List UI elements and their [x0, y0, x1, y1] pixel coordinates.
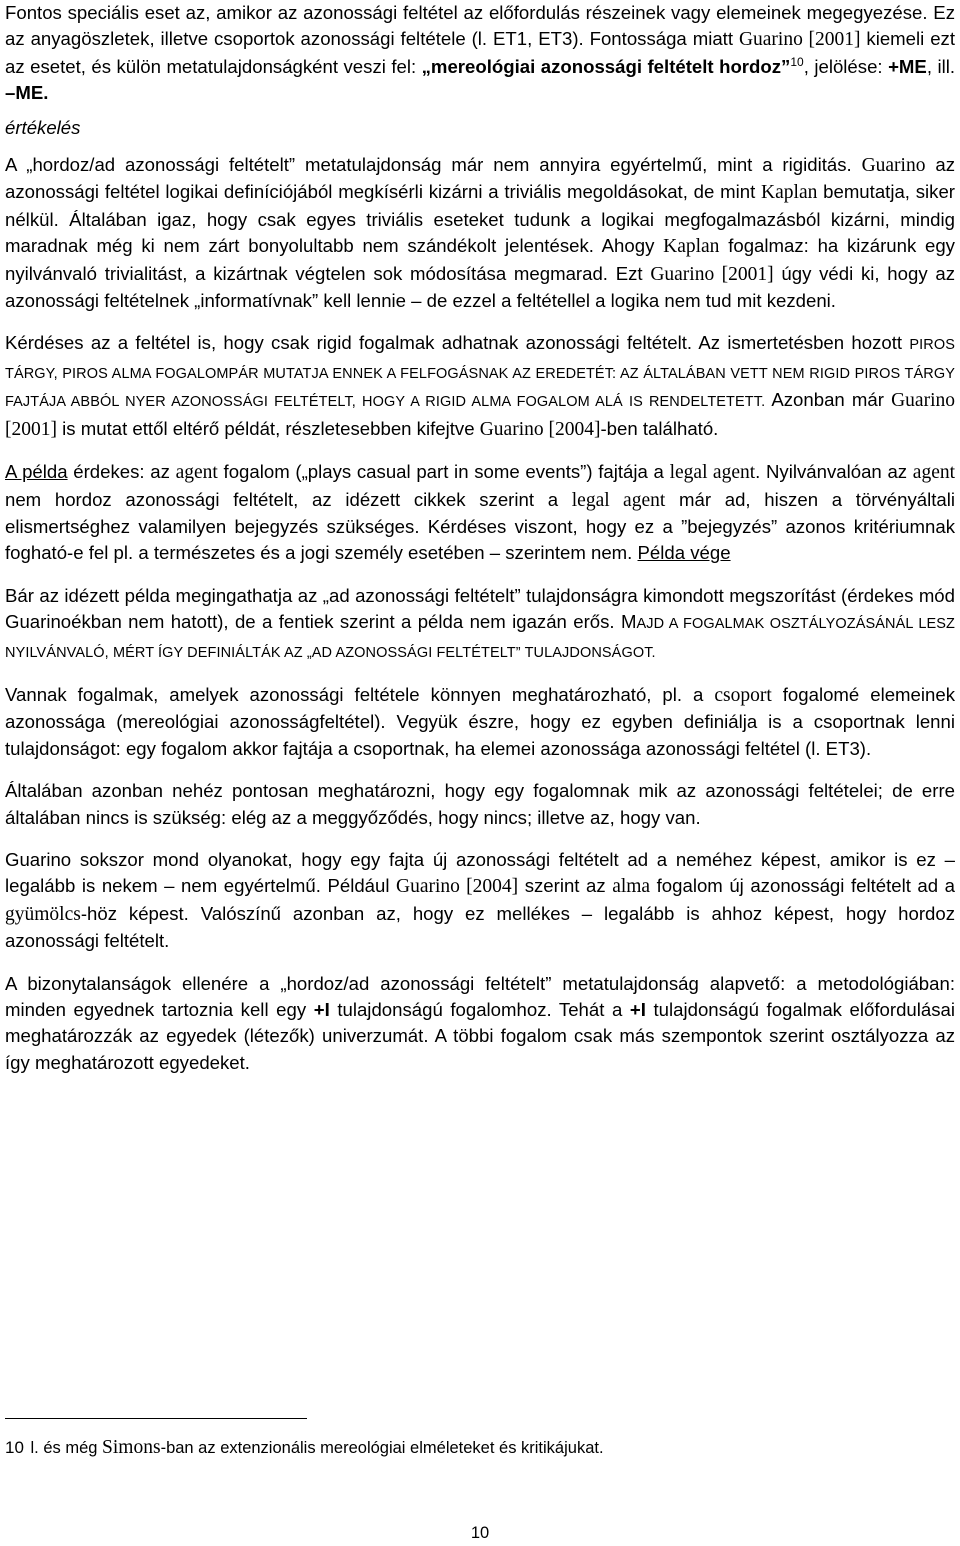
footnote-separator [5, 1418, 307, 1419]
citation-simons: Simons [102, 1437, 161, 1458]
small-caps-passage: PIROS TÁRGY, PIROS ALMA FOGALOMPÁR MUTATJA ENNEK A FELFOGÁSNAK AZ EREDETÉT: AZ ÁLTALÁBAN VETT NEM RIGID PIROS TÁRGY FAJTÁJA ABBÓL NYER AZONOSSÁGI FELTÉTELT, HOGY A RIGID ALMA FOGALOM ALÁ IS RENDELTETETT. [5, 337, 955, 411]
paragraph-example-critique: Bár az idézett példa megingathatja az „ad azonossági feltételt” tulajdonságra kimondott megszorítást (érdekes mód Guarinoékban nem hatott), de a fentiek szerint a példa nem igazán erős. MAJD A FOGALMAK OSZTÁLYOZÁSÁNÁL LESZ NYILVÁNVALÓ, MÉRT ÍGY DEFINIÁLTÁK AZ „AD AZONOSSÁGI FELTÉTELT” TULAJDONSÁGOT. [5, 584, 956, 661]
example-start-label: A példa [5, 461, 68, 483]
footnote-ref: 10 [790, 54, 804, 69]
citation-kaplan: Kaplan [663, 236, 720, 258]
concept-gyumolcs: gyümölcs [5, 903, 81, 925]
notation-minus-me: –ME. [5, 82, 49, 104]
concept-alma: alma [612, 876, 651, 898]
citation-guarino-2001: Guarino [2001] [650, 263, 774, 285]
citation-guarino-2004: Guarino [2004] [479, 418, 601, 440]
citation-guarino-2001: Guarino [2001] [5, 390, 955, 440]
concept-legal-agent: legal agent [669, 462, 756, 484]
citation-guarino-2001: Guarino [2001] [738, 29, 861, 51]
paragraph-example: A példa érdekes: az agent fogalom („plays casual part in some events”) fajtája a legal agent. Nyilvánvalóan az agent nem hordoz azonossági feltételt, az idézett cikkek szerint a legal agent már ad, hiszen a törvényáltali elismertséghez valamilyen bejegyzés szükséges. Kérdéses viszont, hogy ez a ”bejegyzés” azonos kritériumnak fogható-e fel pl. a természetes és a jogi személy esetében – szerintem nem. Példa vége [5, 461, 956, 564]
concept-csoport: csoport [714, 684, 772, 706]
paragraph-general-difficulty: Általában azonban nehéz pontosan meghatározni, hogy egy fogalomnak mik az azonossági feltételei; de erre általában nincs is szükség: elég az a meggyőződés, hogy nincs; illetve az, hogy van. [5, 780, 955, 828]
concept-agent: agent [912, 462, 956, 484]
citation-kaplan: Kaplan [761, 182, 818, 204]
paragraph-evaluation: A „hordoz/ad azonossági feltételt” metatulajdonság már nem annyira egyértelmű, mint a rigiditás. Guarino az azonossági feltétel logikai definíciójából megkísérli kizárni a triviális megoldásokat, de mint Kaplan bemutatja, siker nélkül. Általában igaz, hogy csak egyes triviális eseteket tudunk a logikai megfogalmazásból kizárni, mindig maradnak még ki nem zárt bonyolultabb nem szándékolt jelentések. Ahogy Kaplan fogalmaz: ha kizárunk egy nyilvánvaló trivialitást, a kizártnak végtelen sok módosítása megmarad. Ezt Guarino [2001] úgy védi ki, hogy az azonossági feltételnek „informatívnak” kell lennie – de ezzel a feltétellel a logika nem tud mit kezdeni. [5, 154, 955, 312]
citation-guarino-2004: Guarino [2004] [396, 876, 519, 898]
term-mereological-identity: „mereológiai azonossági feltételt hordoz” [421, 55, 791, 77]
concept-legal-agent: legal agent [571, 489, 666, 511]
footnote: 10 l. és még Simons-ban az extenzionális mereológiai elméleteket és kritikájukat. [5, 1437, 604, 1458]
footnote-number: 10 [5, 1438, 24, 1457]
small-caps-passage: AJD A FOGALMAK OSZTÁLYOZÁSÁNÁL LESZ NYILVÁNVALÓ, MÉRT ÍGY DEFINIÁLTÁK AZ „AD AZONOSSÁGI FELTÉTELT” TULAJDONSÁGOT. [5, 616, 956, 661]
paragraph-guarino-claims: Guarino sokszor mond olyanokat, hogy egy fajta új azonossági feltételt ad a neméhez képest, amikor is ez – legalább is nekem – nem egyértelmű. Például Guarino [2004] szerint az alma fogalom új azonossági feltételt ad a gyümölcs-höz képest. Valószínű azonban az, hogy ez mellékes – legalább is ahhoz képest, hogy hordoz azonossági feltételt. [5, 848, 955, 952]
notation-plus-i: +I [313, 999, 330, 1020]
paragraph-conclusion: A bizonytalanságok ellenére a „hordoz/ad azonossági feltételt” metatulajdonság alapvető: a metodológiában: minden egyednek tartoznia kell egy +I tulajdonságú fogalomhoz. Tehát a +I tulajdonságú fogalmak előfordulásai meghatározzák az egyedek (létezők) univerzumát. A többi fogalom csak más szempontok szerint osztályozza az így meghatározott egyedeket. [5, 972, 955, 1073]
notation-plus-me: +ME [888, 55, 927, 77]
example-end-label: Példa vége [637, 542, 731, 564]
notation-plus-i: +I [629, 999, 646, 1020]
citation-guarino: Guarino [861, 155, 926, 177]
evaluation-label: értékelés [5, 116, 81, 138]
paragraph-mereological-identity: Fontos speciális eset az, amikor az azonossági feltétel az előfordulás részeinek vagy elemeinek megegyezése. Ez az anyagöszletek, illetve csoportok azonossági feltétele (l. ET1, ET3). Fontossága miatt Guarino [2001] kiemeli ezt az esetet, és külön metatulajdonságként veszi fel: „mereológiai azonossági feltételt hordoz”$^{10}$, jelölése: +ME, ill. –ME. [5, 2, 956, 104]
paragraph-group-concept: Vannak fogalmak, amelyek azonossági feltétele könnyen meghatározható, pl. a csoport fogalomé elemeinek azonossága (mereológiai azonosságfeltétel). Vegyük észre, hogy ez egyben definiálja is a csoportnak lenni tulajdonságot: egy fogalom akkor fajtája a csoportnak, ha elemei azonossága azonossági feltétel (l. ET3). [5, 683, 955, 759]
paragraph-rigid-concepts: Kérdéses az a feltétel is, hogy csak rigid fogalmak adhatnak azonossági feltételt. Az ismertetésben hozott PIROS TÁRGY, PIROS ALMA FOGALOMPÁR MUTATJA ENNEK A FELFOGÁSNAK AZ EREDETÉT: AZ ÁLTALÁBAN VETT NEM RIGID PIROS TÁRGY FAJTÁJA ABBÓL NYER AZONOSSÁGI FELTÉTELT, HOGY A RIGID ALMA FOGALOM ALÁ IS RENDELTETETT. Azonban már Guarino [2001] is mutat ettől eltérő példát, részletesebben kifejtve Guarino [2004]-ben található. [5, 332, 955, 440]
concept-agent: agent [175, 462, 218, 484]
page-number: 10 [470, 1524, 490, 1542]
